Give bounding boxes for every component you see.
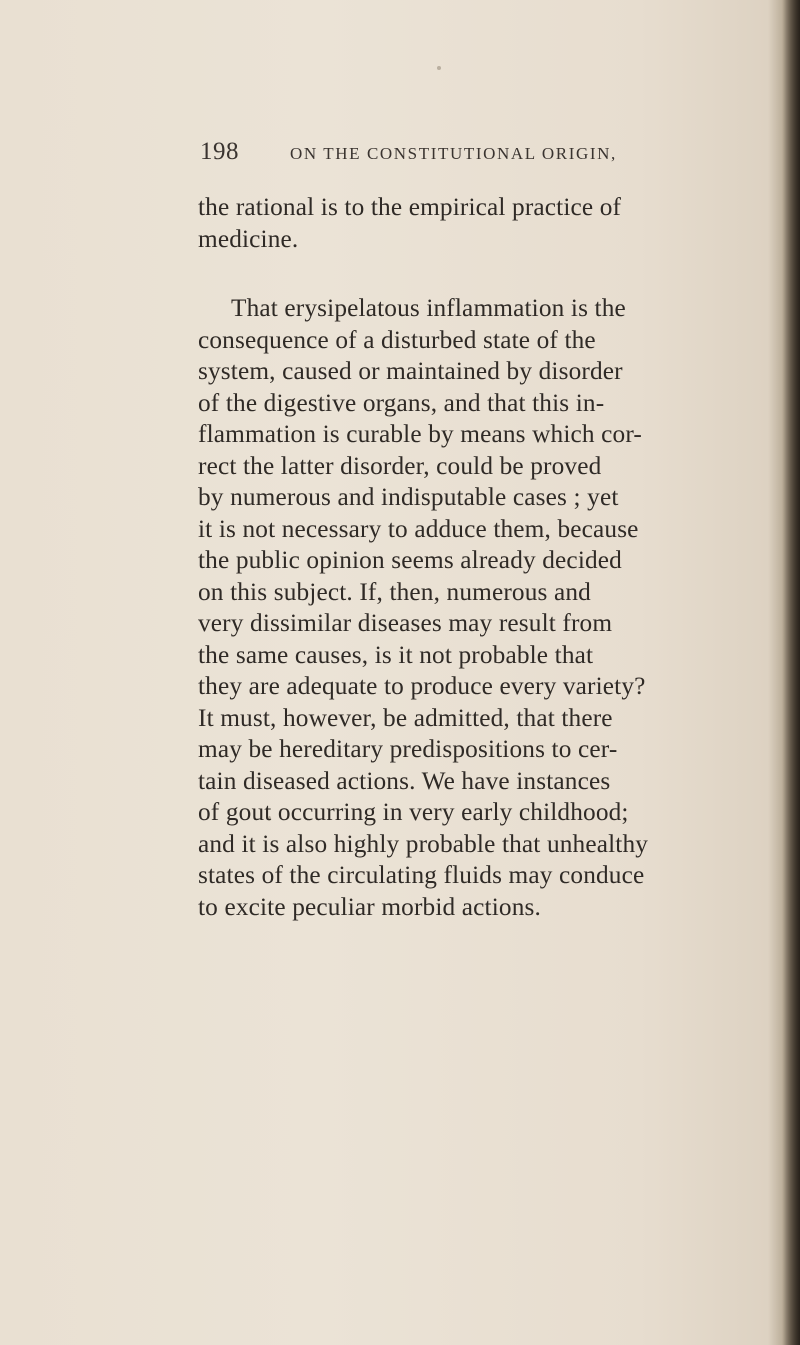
running-head: ON THE CONSTITUTIONAL ORIGIN, <box>290 144 617 163</box>
text-line: That erysipelatous inflammation is the <box>231 294 626 322</box>
page-header <box>200 138 670 178</box>
text-line: the public opinion seems already decided <box>198 546 622 574</box>
text-line: of gout occurring in very early childhood; <box>198 798 629 826</box>
text-line: consequence of a disturbed state of the <box>198 325 596 354</box>
text-line: the same causes, is it not probable that <box>198 640 594 669</box>
text-line: may be hereditary predispositions to cer- <box>198 735 618 763</box>
page-number: 198 <box>200 138 239 165</box>
paper-speck <box>437 66 441 70</box>
paragraph-1 <box>198 192 738 255</box>
paragraph-2 <box>198 293 738 923</box>
text-line: It must, however, be admitted, that there <box>198 703 613 732</box>
text-line: and it is also highly probable that unhealthy <box>198 829 649 858</box>
text-line: rect the latter disorder, could be proved <box>198 451 602 480</box>
text-line: flammation is curable by means which cor- <box>198 420 642 448</box>
text-line: the rational is to the empirical practice of <box>198 193 622 221</box>
body-text <box>198 192 738 923</box>
text-line: it is not necessary to adduce them, because <box>198 514 639 543</box>
text-line: by numerous and indisputable cases ; yet <box>198 483 619 511</box>
text-line: on this subject. If, then, numerous and <box>198 577 591 606</box>
page-edge-shadow <box>782 0 800 1345</box>
text-line: they are adequate to produce every variety? <box>198 672 646 700</box>
text-line: system, caused or maintained by disorder <box>198 357 623 385</box>
text-line: medicine. <box>198 224 299 253</box>
text-line: of the digestive organs, and that this in- <box>198 388 605 417</box>
text-line: tain diseased actions. We have instances <box>198 766 611 795</box>
text-line: very dissimilar diseases may result from <box>198 609 613 637</box>
text-line: to excite peculiar morbid actions. <box>198 892 541 921</box>
text-line: states of the circulating fluids may conduce <box>198 861 645 889</box>
